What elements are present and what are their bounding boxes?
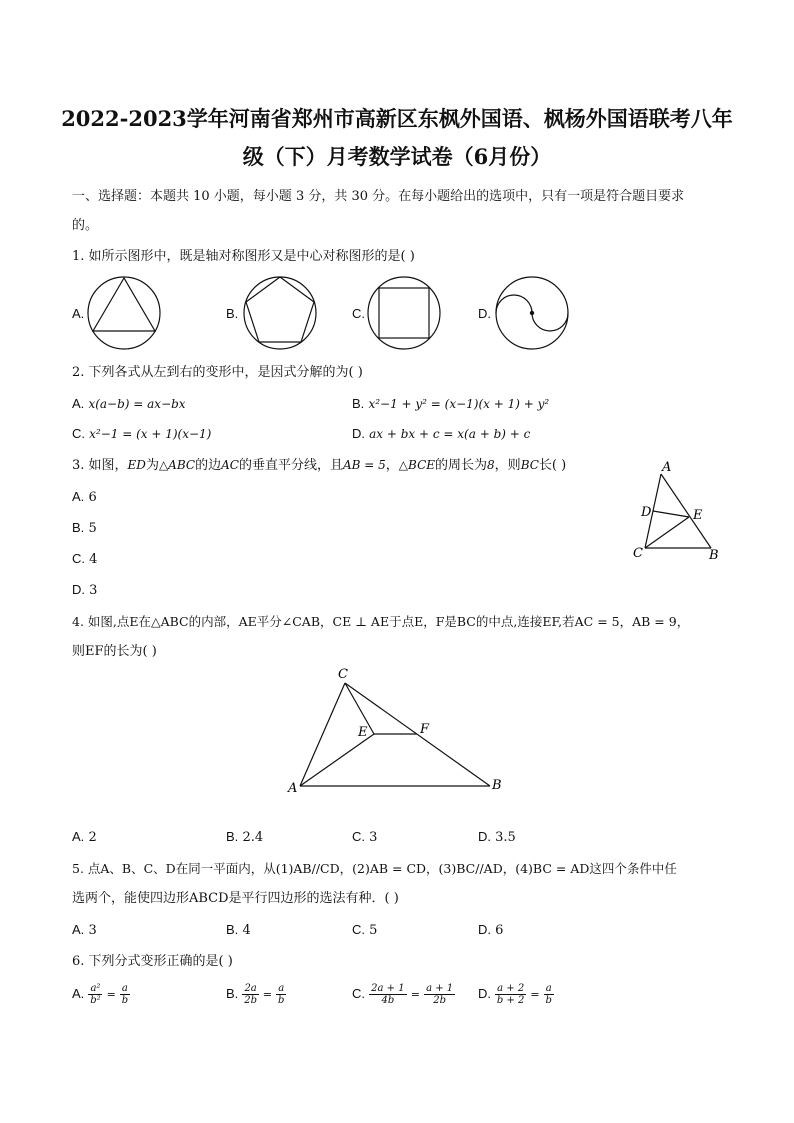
q4-option-d-value: 3.5: [495, 830, 516, 845]
q3-option-d-label: D.: [72, 582, 85, 597]
q3-label-d: D: [641, 505, 652, 520]
q1-option-b-label: B.: [226, 306, 239, 321]
q6-option-a[interactable]: A. $\frac{\text{a²}}{\text{b²}}$ = $\frac{a}{b}$: [72, 983, 129, 1006]
q2-option-b-expr: x²−1 + y² = (x−1)(x + 1) + y²: [368, 397, 550, 411]
q1-circle-triangle-figure: [88, 277, 160, 349]
q4-option-d[interactable]: [478, 829, 516, 845]
q4-label-a: A: [288, 781, 298, 796]
q1-option-c-label: C.: [352, 306, 365, 321]
q2-option-a-expr: x(a−b) = ax−bx: [88, 397, 186, 411]
q2-option-c[interactable]: [72, 426, 211, 442]
q3-option-b-label: B.: [72, 520, 85, 535]
q1-option-d-label: D.: [478, 306, 491, 321]
q3-option-b-value: 5: [88, 521, 97, 536]
q1-circle-yinyang-figure: [496, 277, 568, 349]
q3-math-ab5: AB = 5: [342, 458, 386, 472]
section-instructions-line1: 一、选择题：本题共 10 小题，每小题 3 分，共 30 分。在每小题给出的选项中，只有一项是符合题目要求: [72, 189, 685, 204]
q6-option-b[interactable]: B. $\frac{2a}{2b}$ = $\frac{a}{b}$: [226, 983, 285, 1006]
fraction-denominator: b²: [90, 995, 101, 1006]
q5-option-b-value: 4: [242, 923, 251, 938]
fraction-numerator: a: [121, 983, 128, 994]
q2-option-c-label: C.: [72, 426, 85, 441]
q2-option-b[interactable]: [352, 396, 549, 412]
q6-option-c[interactable]: C. $\frac{2a + 1}{4b}$ = $\frac{a + 1}{2b}$: [352, 983, 454, 1006]
fraction-denominator: 2b: [244, 995, 257, 1006]
q6-option-c-right-fraction: [424, 983, 455, 1006]
q4-stem-line1: 4. 如图,点E在△ABC的内部，AE平分∠CAB，CE ⊥ AE于点E，F是BC的中点,连接EF,若AC = 5，AB = 9，: [72, 614, 690, 629]
q3-math-abc: △ABC: [158, 458, 196, 472]
exam-title-line1: 2022-2023学年河南省郑州市高新区东枫外国语、枫杨外国语联考八年: [61, 106, 733, 131]
fraction-numerator: a²: [90, 983, 101, 994]
q4-option-b[interactable]: [226, 829, 263, 845]
q5-option-b[interactable]: [226, 922, 251, 938]
fraction-numerator: a + 1: [426, 983, 454, 994]
q3-stem-text: 长( ): [538, 458, 567, 473]
q4-triangle-figure: [287, 667, 502, 796]
q6-option-b-left-fraction: [242, 983, 258, 1006]
q5-option-c[interactable]: [352, 922, 377, 938]
q3-option-d-value: 3: [89, 583, 98, 598]
q5-option-a-value: 3: [88, 923, 97, 938]
q3-label-b: B: [709, 548, 719, 563]
q2-option-d-expr: ax + bx + c = x(a + b) + c: [369, 427, 531, 441]
q5-option-c-value: 5: [369, 923, 378, 938]
q1-circle-square-figure: [368, 277, 440, 349]
q1-circle-pentagon-figure: [244, 277, 316, 349]
q3-option-d[interactable]: [72, 582, 97, 598]
q3-option-c[interactable]: [72, 551, 97, 567]
q5-option-a-label: A.: [72, 922, 85, 937]
q6-option-d-right-fraction: [544, 983, 554, 1006]
q2-option-a[interactable]: [72, 396, 186, 412]
q3-math-bce: △BCE: [398, 458, 436, 472]
fraction-denominator: 2b: [433, 995, 446, 1006]
q3-math-ed: ED: [127, 458, 146, 472]
q3-stem-text: 的垂直平分线，且: [238, 458, 343, 473]
q6-option-d[interactable]: D. $\frac{a + 2}{b + 2}$ = $\frac{a}{b}$: [478, 983, 552, 1006]
q3-math-ac: AC: [221, 458, 239, 472]
q6-option-a-right-fraction: [120, 983, 130, 1006]
fraction-numerator: a: [278, 983, 285, 994]
q3-option-b[interactable]: [72, 520, 97, 536]
q5-option-a[interactable]: [72, 922, 97, 938]
q3-option-a-value: 6: [88, 490, 97, 505]
q4-label-f: F: [420, 722, 430, 737]
q3-option-c-label: C.: [72, 551, 85, 566]
section-instructions-line2: 的。: [72, 218, 99, 233]
q1-option-a-label: A.: [72, 306, 85, 321]
q3-stem-text: 的周长为: [435, 458, 488, 473]
q4-option-c-value: 3: [369, 830, 378, 845]
q3-label-e: E: [693, 508, 703, 523]
q3-triangle-figure: [633, 460, 719, 563]
q4-option-a-label: A.: [72, 829, 85, 844]
q6-option-d-label: D.: [478, 986, 491, 1001]
fraction-numerator: 2a: [244, 983, 257, 994]
q4-label-b: B: [492, 778, 502, 793]
q5-option-b-label: B.: [226, 922, 239, 937]
q5-option-d[interactable]: [478, 922, 503, 938]
q3-label-a: A: [662, 460, 672, 475]
q6-option-c-left-fraction: [369, 983, 406, 1006]
q6-option-a-left-fraction: [88, 983, 102, 1006]
fraction-denominator: b: [121, 995, 129, 1006]
q2-option-d-label: D.: [352, 426, 365, 441]
q4-option-b-label: B.: [226, 829, 239, 844]
fraction-denominator: b + 2: [496, 995, 525, 1006]
q6-option-b-label: B.: [226, 986, 239, 1001]
q6-option-d-left-fraction: [495, 983, 526, 1006]
q4-option-c[interactable]: [352, 829, 377, 845]
q6-option-c-label: C.: [352, 986, 365, 1001]
q5-stem-line1: 5. 点A、B、C、D在同一平面内，从(1)AB//CD，(2)AB = CD，(3)BC//AD，(4)BC = AD这四个条件中任: [72, 861, 677, 876]
q3-stem-text: 3. 如图，: [72, 458, 128, 473]
q6-stem: 6. 下列分式变形正确的是( ): [72, 954, 233, 969]
q3-stem-text: ，则: [494, 458, 521, 473]
q6-option-a-label: A.: [72, 986, 85, 1001]
q2-option-d[interactable]: [352, 426, 530, 442]
q4-option-d-label: D.: [478, 829, 491, 844]
q4-option-a[interactable]: [72, 829, 97, 845]
q3-stem-text: 为: [145, 458, 159, 473]
q4-label-e: E: [358, 725, 368, 740]
q4-stem-line2: 则EF的长为( ): [72, 644, 157, 659]
fraction-numerator: 2a + 1: [371, 983, 405, 994]
q3-stem-text: 的边: [195, 458, 222, 473]
q5-option-d-value: 6: [495, 923, 504, 938]
q5-option-c-label: C.: [352, 922, 365, 937]
q3-stem: [72, 456, 566, 475]
q3-option-a-label: A.: [72, 489, 85, 504]
q2-stem: 2. 下列各式从左到右的变形中，是因式分解的为( ): [72, 365, 363, 380]
q4-option-a-value: 2: [88, 830, 97, 845]
q3-label-c: C: [633, 546, 643, 561]
q4-label-c: C: [338, 667, 348, 682]
q4-option-c-label: C.: [352, 829, 365, 844]
fraction-denominator: b: [545, 995, 552, 1006]
q2-option-a-label: A.: [72, 396, 85, 411]
exam-title-line2: 级（下）月考数学试卷（6月份）: [242, 144, 552, 169]
fraction-numerator: a + 2: [497, 983, 525, 994]
q6-option-b-right-fraction: [276, 983, 286, 1006]
fraction-denominator: 4b: [381, 995, 395, 1006]
fraction-numerator: a: [545, 983, 552, 994]
q1-stem: 1. 如所示图形中，既是轴对称图形又是中心对称图形的是( ): [72, 249, 415, 264]
q4-option-b-value: 2.4: [242, 830, 264, 845]
q2-option-b-label: B.: [352, 396, 365, 411]
q3-option-a[interactable]: [72, 489, 97, 505]
q3-math-8: 8: [487, 458, 495, 472]
q3-option-c-value: 4: [89, 552, 98, 567]
q3-stem-text: ，: [385, 458, 399, 473]
q5-option-d-label: D.: [478, 922, 491, 937]
q5-stem-line2: 选两个，能使四边形ABCD是平行四边形的选法有种．( ): [72, 891, 399, 906]
fraction-denominator: b: [278, 995, 285, 1006]
q3-math-bc: BC: [520, 458, 539, 472]
q2-option-c-expr: x²−1 = (x + 1)(x−1): [89, 427, 212, 441]
